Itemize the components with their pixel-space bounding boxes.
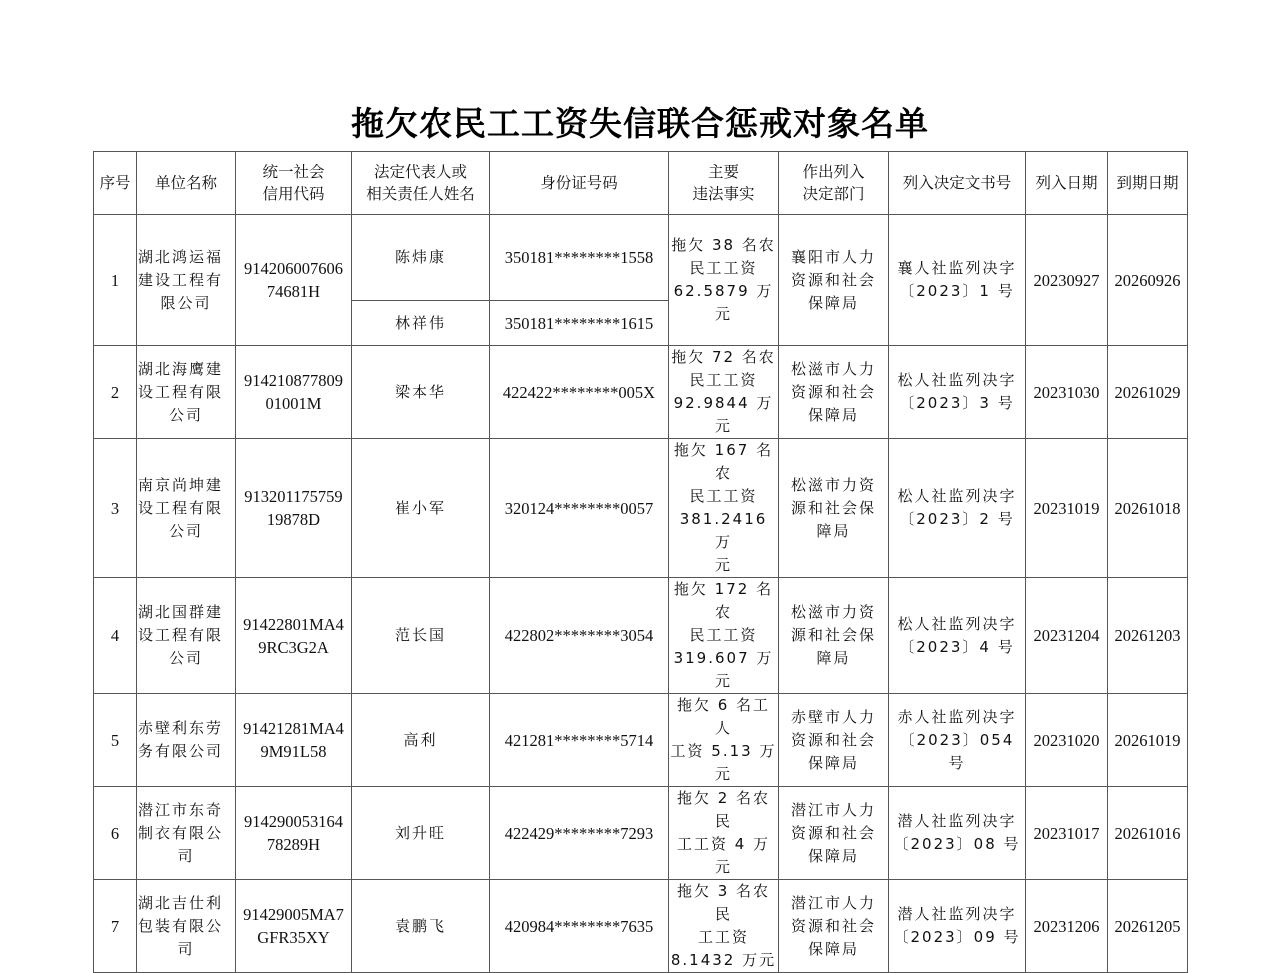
cell-dept: 松滋市人力 资源和社会 保障局 [779, 346, 889, 439]
cell-list-date: 20231017 [1026, 787, 1108, 880]
cell-id-number: 421281********5714 [490, 694, 669, 787]
cell-credit-code: 91429005MA7 GFR35XY [236, 880, 352, 973]
cell-expiry-date: 20261019 [1108, 694, 1188, 787]
cell-person-name: 袁鹏飞 [352, 880, 490, 973]
table-row [94, 215, 1188, 301]
cell-person-name: 梁本华 [352, 346, 490, 439]
cell-list-date: 20230927 [1026, 215, 1108, 346]
cell-seq: 3 [94, 439, 137, 578]
cell-doc-no: 赤人社监列决字 〔2023〕054 号 [889, 694, 1026, 787]
cell-person-name: 范长国 [352, 578, 490, 694]
header-unit-name: 单位名称 [137, 152, 236, 215]
cell-id-number: 320124********0057 [490, 439, 669, 578]
cell-unit-name: 湖北国群建 设工程有限 公司 [137, 578, 236, 694]
header-doc-no: 列入决定文书号 [889, 152, 1026, 215]
cell-violation: 拖欠 2 名农民 工工资 4 万元 [669, 787, 779, 880]
header-list-date: 列入日期 [1026, 152, 1108, 215]
cell-violation: 拖欠 72 名农 民工工资 92.9844 万元 [669, 346, 779, 439]
cell-person-name: 陈炜康 [352, 215, 490, 301]
cell-dept: 潜江市人力 资源和社会 保障局 [779, 880, 889, 973]
cell-seq: 2 [94, 346, 137, 439]
cell-person-name: 崔小军 [352, 439, 490, 578]
header-id-number: 身份证号码 [490, 152, 669, 215]
table-row [94, 578, 1188, 694]
page-title: 拖欠农民工工资失信联合惩戒对象名单 [351, 104, 929, 143]
cell-unit-name: 南京尚坤建 设工程有限 公司 [137, 439, 236, 578]
cell-seq: 4 [94, 578, 137, 694]
cell-expiry-date: 20261029 [1108, 346, 1188, 439]
cell-unit-name: 湖北海鹰建 设工程有限 公司 [137, 346, 236, 439]
cell-dept: 松滋市力资 源和社会保 障局 [779, 439, 889, 578]
header-seq: 序号 [94, 152, 137, 215]
cell-id-number: 420984********7635 [490, 880, 669, 973]
cell-id-number: 422429********7293 [490, 787, 669, 880]
cell-expiry-date: 20261018 [1108, 439, 1188, 578]
cell-seq: 5 [94, 694, 137, 787]
cell-dept: 潜江市人力 资源和社会 保障局 [779, 787, 889, 880]
cell-person-name: 刘升旺 [352, 787, 490, 880]
cell-list-date: 20231019 [1026, 439, 1108, 578]
cell-violation: 拖欠 38 名农 民工工资 62.5879 万元 [669, 215, 779, 346]
cell-id-number: 350181********1558 [490, 215, 669, 301]
cell-unit-name: 赤壁利东劳 务有限公司 [137, 694, 236, 787]
header-row [94, 152, 1188, 215]
cell-person-name: 高利 [352, 694, 490, 787]
header-legal-rep: 法定代表人或 相关责任人姓名 [352, 152, 490, 215]
cell-dept: 赤壁市人力 资源和社会 保障局 [779, 694, 889, 787]
blacklist-table [93, 151, 1188, 973]
cell-expiry-date: 20261203 [1108, 578, 1188, 694]
cell-doc-no: 松人社监列决字 〔2023〕3 号 [889, 346, 1026, 439]
cell-credit-code: 913201175759 19878D [236, 439, 352, 578]
cell-id-number: 422422********005X [490, 346, 669, 439]
table-row [94, 787, 1188, 880]
cell-seq: 1 [94, 215, 137, 346]
header-dept: 作出列入 决定部门 [779, 152, 889, 215]
cell-dept: 松滋市力资 源和社会保 障局 [779, 578, 889, 694]
cell-credit-code: 914290053164 78289H [236, 787, 352, 880]
cell-id-number: 350181********1615 [490, 301, 669, 346]
cell-seq: 6 [94, 787, 137, 880]
cell-credit-code: 91421281MA4 9M91L58 [236, 694, 352, 787]
cell-violation: 拖欠 3 名农民 工工资 8.1432 万元 [669, 880, 779, 973]
cell-doc-no: 松人社监列决字 〔2023〕4 号 [889, 578, 1026, 694]
cell-doc-no: 潜人社监列决字 〔2023〕09 号 [889, 880, 1026, 973]
cell-credit-code: 914206007606 74681H [236, 215, 352, 346]
cell-violation: 拖欠 167 名农 民工工资 381.2416 万 元 [669, 439, 779, 578]
cell-doc-no: 松人社监列决字 〔2023〕2 号 [889, 439, 1026, 578]
cell-unit-name: 湖北鸿运福 建设工程有 限公司 [137, 215, 236, 346]
header-violation: 主要 违法事实 [669, 152, 779, 215]
table-row [94, 346, 1188, 439]
cell-list-date: 20231204 [1026, 578, 1108, 694]
cell-dept: 襄阳市人力 资源和社会 保障局 [779, 215, 889, 346]
cell-seq: 7 [94, 880, 137, 973]
cell-unit-name: 潜江市东奇 制衣有限公 司 [137, 787, 236, 880]
cell-person-name: 林祥伟 [352, 301, 490, 346]
table-row [94, 694, 1188, 787]
cell-list-date: 20231020 [1026, 694, 1108, 787]
header-credit-code: 统一社会 信用代码 [236, 152, 352, 215]
cell-list-date: 20231206 [1026, 880, 1108, 973]
cell-doc-no: 襄人社监列决字 〔2023〕1 号 [889, 215, 1026, 346]
table-row [94, 880, 1188, 973]
cell-id-number: 422802********3054 [490, 578, 669, 694]
cell-expiry-date: 20261205 [1108, 880, 1188, 973]
cell-violation: 拖欠 172 名农 民工工资 319.607 万元 [669, 578, 779, 694]
cell-credit-code: 91422801MA4 9RC3G2A [236, 578, 352, 694]
cell-credit-code: 914210877809 01001M [236, 346, 352, 439]
cell-list-date: 20231030 [1026, 346, 1108, 439]
table-row [94, 439, 1188, 578]
cell-expiry-date: 20261016 [1108, 787, 1188, 880]
cell-doc-no: 潜人社监列决字 〔2023〕08 号 [889, 787, 1026, 880]
header-expiry-date: 到期日期 [1108, 152, 1188, 215]
cell-expiry-date: 20260926 [1108, 215, 1188, 346]
cell-violation: 拖欠 6 名工人 工资 5.13 万 元 [669, 694, 779, 787]
cell-unit-name: 湖北吉仕利 包装有限公 司 [137, 880, 236, 973]
